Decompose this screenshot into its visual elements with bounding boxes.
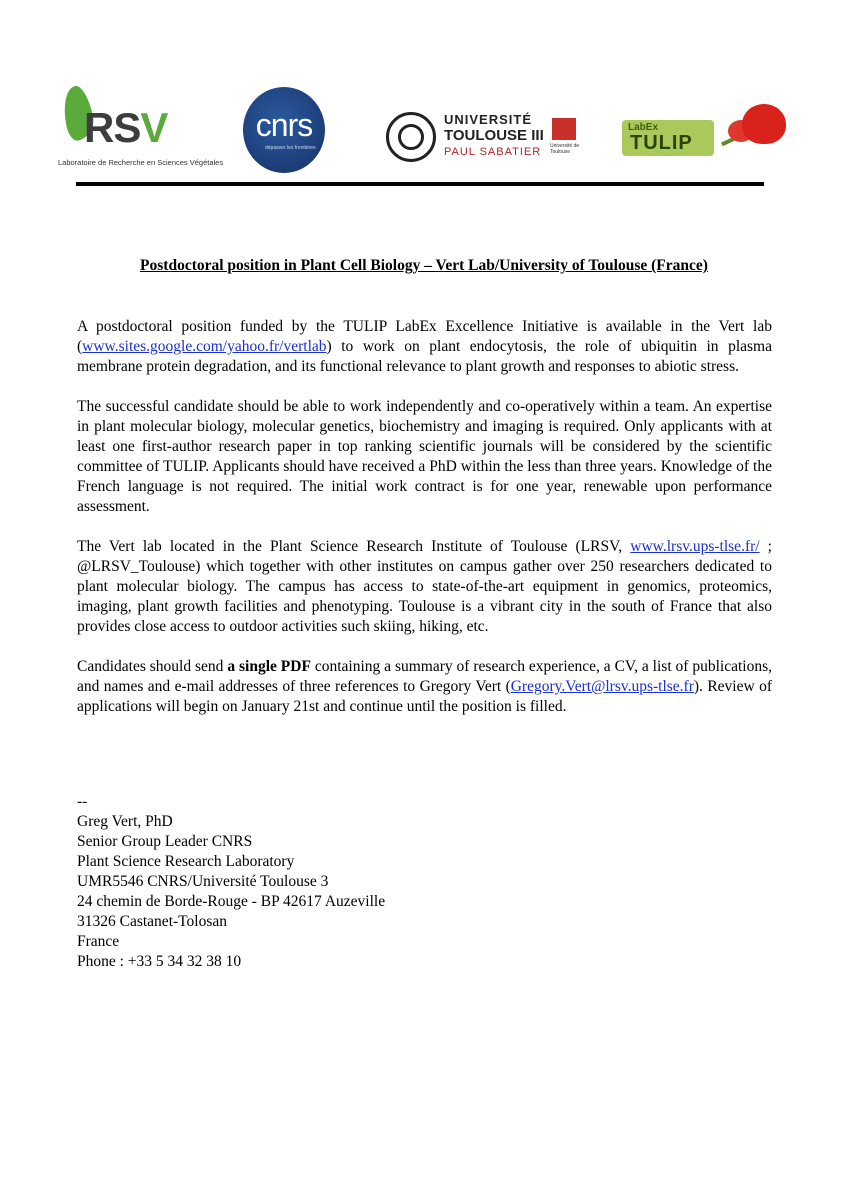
logo-banner — [0, 0, 848, 185]
email-link[interactable]: Gregory.Vert@lrsv.ups-tlse.fr — [510, 678, 694, 695]
signature-line: Phone : +33 5 34 32 38 10 — [77, 953, 242, 970]
paragraph-candidate: The successful candidate should be able to work independently and co-operatively within a team. An expertise in plant molecular biology, molecular genetics, biochemistry and imaging is required. Only applicants with at least one first-author research paper in top ranking scientific journals will be considered by the scientific committee of TULIP. Applicants should have received a PhD within the less than three years. Knowledge of the French language is not required. The initial work contract is for one year, renewable upon performance assessment. — [77, 398, 772, 515]
announcement-body — [77, 317, 772, 737]
ut3-line3: PAUL SABATIER — [444, 146, 542, 158]
labex-tulip-logo — [620, 104, 790, 164]
labex-text: LabEx — [628, 122, 659, 133]
signature-line: 24 chemin de Borde-Rouge - BP 42617 Auzeville — [77, 893, 386, 910]
rsv-letter-v: V — [140, 104, 168, 151]
ut3-logo — [386, 112, 586, 166]
signature-line: -- — [77, 793, 88, 810]
ut-side-text: Université de Toulouse — [550, 143, 580, 155]
poppy-flower-icon — [742, 104, 786, 144]
signature-line: Plant Science Research Laboratory — [77, 853, 295, 870]
header-rule — [76, 182, 764, 186]
page-title: Postdoctoral position in Plant Cell Biology – Vert Lab/University of Toulouse (France) — [140, 257, 708, 274]
cnrs-tagline: dépasser les frontières — [265, 145, 316, 151]
ut3-line2: TOULOUSE III — [444, 127, 544, 144]
cnrs-text: cnrs — [255, 107, 313, 143]
signature-line: UMR5546 CNRS/Université Toulouse 3 — [77, 873, 329, 890]
signature-line: Greg Vert, PhD — [77, 813, 173, 830]
tulip-text: TULIP — [630, 132, 693, 154]
ut-toulouse-square-icon — [552, 118, 576, 140]
ut3-emblem-icon — [386, 112, 436, 162]
rsv-subtitle: Laboratoire de Recherche en Sciences Végétales — [58, 158, 224, 167]
vertlab-link[interactable]: www.sites.google.com/yahoo.fr/vertlab — [82, 338, 327, 355]
signature-line: France — [77, 933, 120, 950]
paragraph-application: Candidates should send a single PDF containing a summary of research experience, a CV, a list of publications, and names and e-mail addresses of three references to Gregory Vert (Gregory.Vert@lrsv.ups-tlse.fr). Review of applications will begin on January 21st and continue until the position is filled. — [77, 658, 772, 715]
signature-block — [77, 792, 385, 972]
paragraph-funding: A postdoctoral position funded by the TULIP LabEx Excellence Initiative is available in the Vert lab (www.sites.google.com/yahoo.fr/vertlab) to work on plant endocytosis, the role of ubiquitin in plasma membrane protein degradation, and its functional relevance to plant growth and responses to abiotic stress. — [77, 318, 772, 375]
signature-line: 31326 Castanet-Tolosan — [77, 913, 228, 930]
signature-line: Senior Group Leader CNRS — [77, 833, 253, 850]
lrsv-link[interactable]: www.lrsv.ups-tlse.fr/ — [630, 538, 760, 555]
ut3-line1: UNIVERSITÉ — [444, 112, 533, 127]
cnrs-logo — [243, 87, 325, 173]
paragraph-institute: The Vert lab located in the Plant Science Research Institute of Toulouse (LRSV, www.lrsv.ups-tlse.fr/ ; @LRSV_Toulouse) which together with other institutes on campus gather over 250 researchers dedicated to plant molecular biology. The campus has access to state-of-the-art equipment in genomics, proteomics, imaging, plant growth facilities and phenotyping. Toulouse is a vibrant city in the south of France that also provides close access to outdoor activities such skiing, hiking, etc. — [77, 538, 772, 635]
rsv-letters: RS — [84, 104, 141, 151]
rsv-logo — [54, 82, 224, 172]
